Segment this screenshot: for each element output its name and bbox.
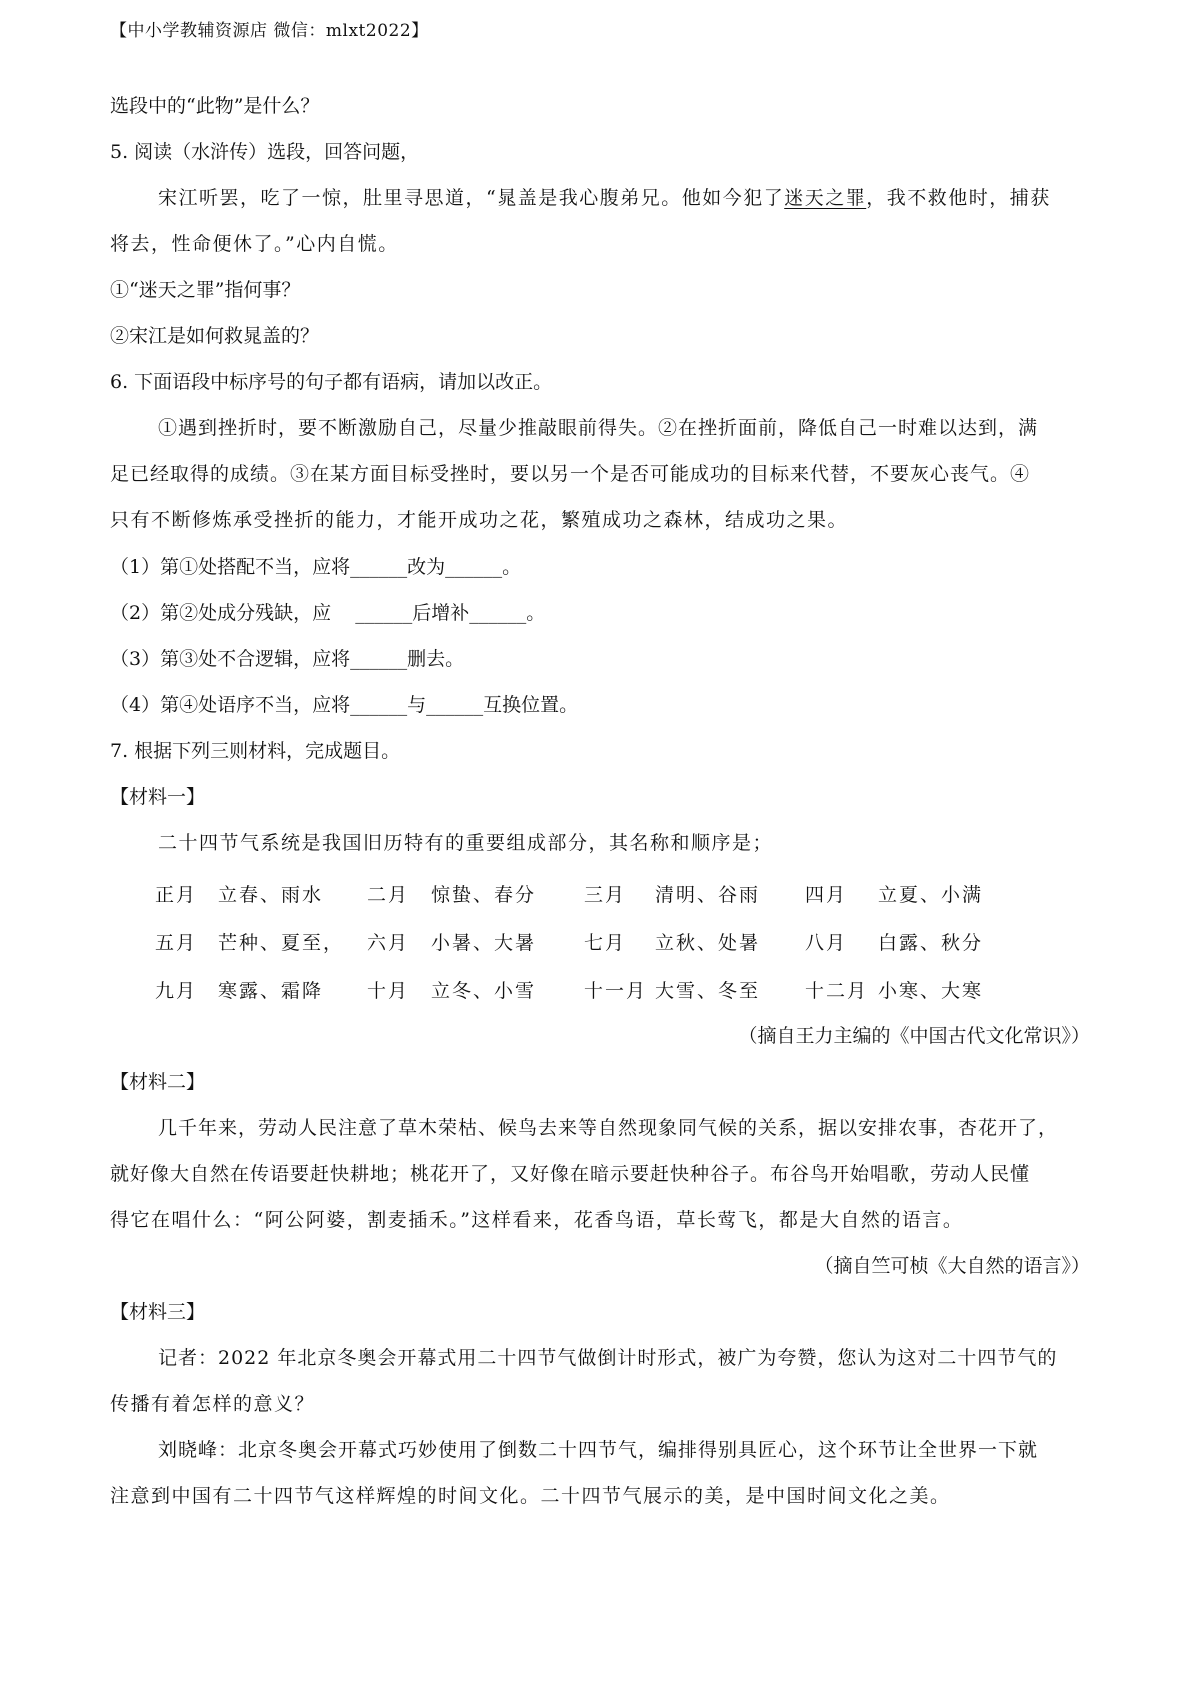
q6-item-2: （2）第②处成分残缺，应 ______后增补______。: [110, 602, 546, 624]
month-cell: 正月: [155, 884, 198, 906]
month-cell: 八月: [805, 932, 848, 954]
q6-item-3: （3）第③处不合逻辑，应将______删去。: [110, 648, 465, 670]
terms-cell: 立夏、小满: [878, 884, 984, 906]
material3-line3: 刘晓峰：北京冬奥会开幕式巧妙使用了倒数二十四节气，编排得别具匠心，这个环节让全世界一下就: [158, 1439, 1039, 1461]
terms-cell: 立秋、处暑: [655, 932, 761, 954]
material1-source: （摘自王力主编的《中国古代文化常识》）: [738, 1025, 1090, 1047]
q7-title: 7. 根据下列三则材料，完成题目。: [110, 740, 401, 762]
month-cell: 三月: [584, 884, 627, 906]
month-cell: 十二月: [805, 980, 869, 1002]
month-cell: 十一月: [584, 980, 648, 1002]
terms-cell: 白露、秋分: [878, 932, 984, 954]
material2-label: 【材料二】: [110, 1071, 206, 1093]
month-cell: 六月: [367, 932, 410, 954]
q5-sub2: ②宋江是如何救晁盖的？: [110, 325, 320, 347]
terms-cell: 小暑、大暑: [431, 932, 537, 954]
terms-cell: 清明、谷雨: [655, 884, 761, 906]
material2-line1: 几千年来，劳动人民注意了草木荣枯、候鸟去来等自然现象同气候的关系，据以安排农事，杏花开了，: [158, 1117, 1059, 1139]
q6-item-4: （4）第④处语序不当，应将______与______互换位置。: [110, 694, 579, 716]
month-cell: 七月: [584, 932, 627, 954]
terms-cell: 芒种、夏至，: [218, 932, 345, 954]
q5-passage-b: ，我不救他时，捕获: [866, 187, 1051, 209]
month-cell: 四月: [805, 884, 848, 906]
q5-passage-line2: 将去，性命便休了。”心内自慌。: [110, 233, 399, 255]
q5-passage-a: 宋江听罢，吃了一惊，肚里寻思道，“晁盖是我心腹弟兄。他如今犯了: [158, 187, 785, 209]
q6-passage-line2: 足已经取得的成绩。③在某方面目标受挫时，要以另一个是否可能成功的目标来代替，不要灰心丧气。④: [110, 463, 1031, 485]
month-cell: 五月: [155, 932, 198, 954]
material3-line4: 注意到中国有二十四节气这样辉煌的时间文化。二十四节气展示的美，是中国时间文化之美。: [110, 1485, 951, 1507]
month-cell: 二月: [367, 884, 410, 906]
q5-underlined-phrase: 迷天之罪: [784, 187, 867, 209]
q5-title: 5. 阅读（水浒传）选段，回答问题，: [110, 141, 420, 163]
terms-cell: 立冬、小雪: [431, 980, 537, 1002]
terms-cell: 大雪、冬至: [655, 980, 761, 1002]
material3-line1: 记者：2022 年北京冬奥会开幕式用二十四节气做倒计时形式，被广为夸赞，您认为这对二十四节气的: [158, 1347, 1058, 1369]
material1-label: 【材料一】: [110, 786, 206, 808]
material2-source: （摘自竺可桢《大自然的语言》）: [814, 1255, 1090, 1277]
material3-line2: 传播有着怎样的意义？: [110, 1393, 316, 1415]
q6-title: 6. 下面语段中标序号的句子都有语病，请加以改正。: [110, 371, 553, 393]
terms-cell: 立春、雨水: [218, 884, 324, 906]
material2-line3: 得它在唱什么：“阿公阿婆，割麦插禾。”这样看来，花香鸟语，草长莺飞，都是大自然的语言。: [110, 1209, 964, 1231]
q6-item-1: （1）第①处搭配不当，应将______改为______。: [110, 556, 522, 578]
terms-cell: 小寒、大寒: [878, 980, 984, 1002]
q6-passage-line1: ①遇到挫折时，要不断激励自己，尽量少推敲眼前得失。②在挫折面前，降低自己一时难以达到，满: [158, 417, 1039, 439]
month-cell: 九月: [155, 980, 198, 1002]
month-cell: 十月: [367, 980, 410, 1002]
terms-cell: 寒露、霜降: [218, 980, 324, 1002]
page-header: 【中小学教辅资源店 微信：mlxt2022】: [110, 21, 429, 41]
terms-cell: 惊蛰、春分: [431, 884, 537, 906]
material3-label: 【材料三】: [110, 1301, 206, 1323]
material2-line2: 就好像大自然在传语要赶快耕地；桃花开了，又好像在暗示要赶快种谷子。布谷鸟开始唱歌，劳动人民懂: [110, 1163, 1031, 1185]
q6-passage-line3: 只有不断修炼承受挫折的能力，才能开成功之花，繁殖成功之森林，结成功之果。: [110, 509, 849, 531]
q5-sub1: ①“迷天之罪”指何事？: [110, 279, 301, 301]
q4-tail: 选段中的“此物”是什么？: [110, 95, 320, 117]
material1-intro: 二十四节气系统是我国旧历特有的重要组成部分，其名称和顺序是；: [158, 832, 774, 854]
q5-passage-line1: [158, 186, 1051, 210]
